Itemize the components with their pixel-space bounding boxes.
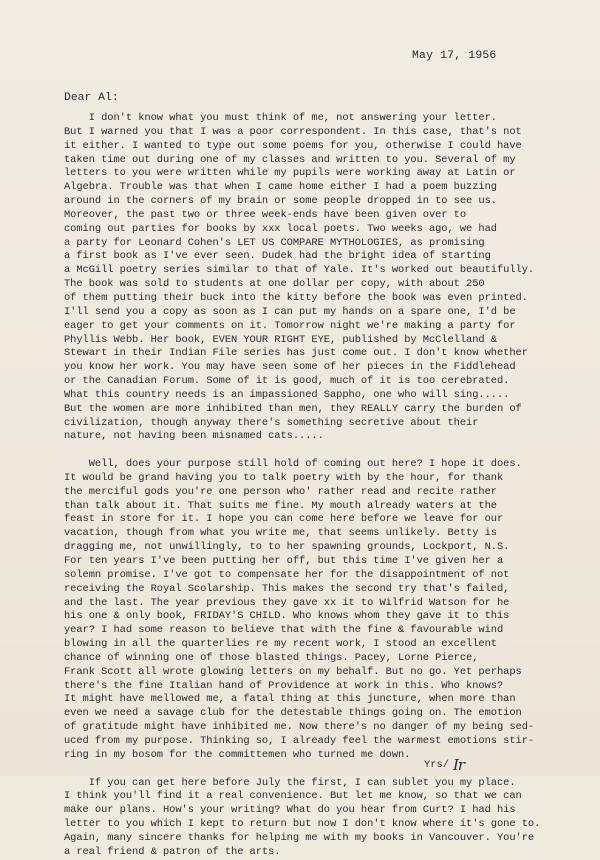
text-line: Moreover, the past two or three week-ends have been given over to bbox=[64, 208, 467, 221]
text-line: But I warned you that I was a poor correspondent. In this case, that's not bbox=[64, 125, 522, 138]
text-line: coming out parties for books by xxx local poets. Two weeks ago, we had bbox=[64, 222, 497, 235]
text-line: If you can get here before July the first, I can sublet you my place. bbox=[64, 776, 516, 789]
text-line: or the Canadian Forum. Some of it is good, much of it is too cerebrated. bbox=[64, 375, 510, 388]
text-line: make our plans. How's your writing? What do you hear from Curt? I had his bbox=[64, 804, 516, 817]
text-line: But the women are more inhibited than men, they REALLY carry the burden of bbox=[64, 402, 522, 415]
text-line: It would be grand having you to talk poetry with by the hour, for thank bbox=[64, 471, 504, 484]
text-line: around in the corners of my brain or some people dropped in to see us. bbox=[64, 195, 497, 208]
letter-date: May 17, 1956 bbox=[412, 50, 497, 62]
text-line: a real friend & patron of the arts. bbox=[64, 845, 281, 858]
text-line: Algebra. Trouble was that when I came home either I had a poem buzzing bbox=[64, 181, 497, 194]
text-line: It might have mellowed me, a fatal thing at this juncture, when more than bbox=[64, 693, 516, 706]
text-line: the merciful gods you're one person who' rather read and recite rather bbox=[64, 485, 497, 498]
text-line: What this country needs is an impassioned Sappho, one who will sing..... bbox=[64, 388, 510, 401]
text-line: a first book as I've ever seen. Dudek had the bright idea of starting bbox=[64, 250, 491, 263]
text-line: and the last. The year previous they gave xx it to Wilfrid Watson for he bbox=[64, 596, 510, 609]
salutation: Dear Al: bbox=[64, 92, 119, 104]
text-line: solemn promise. I've got to compensate her for the disappointment of not bbox=[64, 568, 510, 581]
text-line: Again, many sincere thanks for helping me with my books in Vancouver. You're bbox=[64, 831, 535, 844]
text-line: dragging me, not unwillingly, to to her spawning grounds, Lockport, N.S. bbox=[64, 541, 510, 554]
closing-block bbox=[424, 756, 464, 774]
letter-body bbox=[64, 112, 600, 860]
text-line: civilization, though anyway there's something secretive about their bbox=[64, 416, 479, 429]
text-line: I think you'll find it a real convenience. But let me know, so that we can bbox=[64, 790, 522, 803]
text-line: ring in my bosom for the committemen who turned me down. bbox=[64, 748, 411, 761]
text-line: his one & only book, FRIDAY'S CHILD. Who knows whom they gave it to this bbox=[64, 610, 510, 623]
text-line: Well, does your purpose still hold of coming out here? I hope it does. bbox=[64, 458, 522, 471]
text-line: a McGill poetry series similar to that of Yale. It's worked out beautifully. bbox=[64, 264, 535, 277]
paragraph bbox=[64, 458, 600, 763]
text-line: letters to you were written while my pupils were working away at Latin or bbox=[64, 167, 516, 180]
text-line: even we need a savage club for the detestable things going on. The emotion bbox=[64, 707, 522, 720]
text-line: taken time out during one of my classes and written to you. Several of my bbox=[64, 153, 516, 166]
text-line: eager to get your comments on it. Tomorrow night we're making a party for bbox=[64, 319, 516, 332]
text-line: year? I had some reason to believe that with the fine & favourable wind bbox=[64, 624, 504, 637]
text-line: The book was sold to students at one dollar per copy, with about 250 bbox=[64, 278, 485, 291]
text-line: vacation, though from what you write me, that seems unlikely. Betty is bbox=[64, 527, 497, 540]
text-line: you know her work. You may have seen some of her pieces in the Fiddlehead bbox=[64, 361, 516, 374]
paragraph-gap bbox=[64, 444, 600, 458]
text-line: of gratitude might have inhibited me. Now there's no danger of my being sed- bbox=[64, 721, 535, 734]
text-line: Phyllis Webb. Her book, EVEN YOUR RIGHT EYE, published by McClelland & bbox=[64, 333, 497, 346]
text-line: feast in store for it. I hope you can come here before we leave for our bbox=[64, 513, 504, 526]
text-line: nature, not having been misnamed cats..... bbox=[64, 430, 324, 443]
closing-text: Yrs/ bbox=[424, 759, 449, 771]
text-line: receiving the Royal Scolarship. This makes the second try that's failed, bbox=[64, 582, 510, 595]
handwritten-signature: Ir bbox=[452, 756, 465, 774]
text-line: it either. I wanted to type out some poems for you, otherwise I could have bbox=[64, 139, 522, 152]
paragraph-gap bbox=[64, 763, 600, 777]
text-line: there's the fine Italian hand of Providence at work in this. Who knows? bbox=[64, 679, 504, 692]
text-line: than talk about it. That suits me fine. My mouth already waters at the bbox=[64, 499, 497, 512]
text-line: blowing in all the quarterlies re my recent work, I stood an excellent bbox=[64, 638, 497, 651]
text-line: letter to you which I kept to return but now I don't know where it's gone to. bbox=[64, 818, 541, 831]
text-line: I'll send you a copy as soon as I can put my hands on a spare one, I'd be bbox=[64, 305, 516, 318]
text-line: chance of winning one of those blasted things. Pacey, Lorne Pierce, bbox=[64, 651, 479, 664]
paragraph bbox=[64, 777, 600, 860]
text-line: For ten years I've been putting her off, but this time I've given her a bbox=[64, 555, 504, 567]
text-line: Frank Scott all wrote glowing letters on my behalf. But no go. Yet perhaps bbox=[64, 665, 522, 678]
paragraph bbox=[64, 112, 600, 444]
text-line: of them putting their buck into the kitty before the book was even printed. bbox=[64, 291, 528, 304]
text-line: a party for Leonard Cohen's LET US COMPARE MYTHOLOGIES, as promising bbox=[64, 236, 485, 249]
text-line: I don't know what you must think of me, not answering your letter. bbox=[64, 112, 497, 124]
text-line: Stewart in their Indian File series has just come out. I don't know whether bbox=[64, 347, 528, 360]
text-line: uced from my purpose. Thinking so, I already feel the warmest emotions stir- bbox=[64, 734, 535, 747]
